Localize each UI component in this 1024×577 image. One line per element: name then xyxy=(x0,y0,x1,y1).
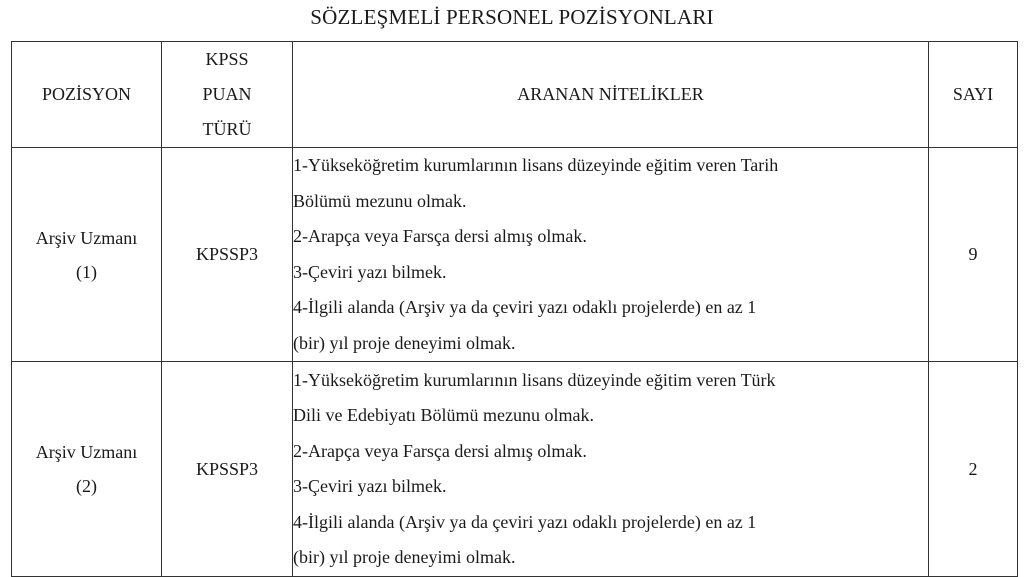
requirement-line: 2-Arapça veya Farsça dersi almış olmak. xyxy=(293,226,587,246)
table-row xyxy=(12,362,1018,577)
requirements-cell xyxy=(293,362,929,577)
header-position: POZİSYON xyxy=(12,42,162,148)
position-code: (1) xyxy=(76,261,97,282)
table-header-row xyxy=(12,42,1018,148)
table-row xyxy=(12,148,1018,362)
header-kpss-line: TÜRÜ xyxy=(202,119,252,139)
header-kpss-line: PUAN xyxy=(202,84,252,104)
kpss-cell: KPSSP3 xyxy=(162,148,293,362)
requirement-line: 3-Çeviri yazı bilmek. xyxy=(293,476,447,496)
requirement-line: 2-Arapça veya Farsça dersi almış olmak. xyxy=(293,440,587,461)
requirement-line: (bir) yıl proje deneyimi olmak. xyxy=(293,332,516,353)
positions-table xyxy=(11,41,1018,577)
requirement-line: 4-İlgili alanda (Arşiv ya da çeviri yazı odaklı projelerde) en az 1 xyxy=(293,297,757,317)
requirement-line: 1-Yükseköğretim kurumlarının lisans düzeyinde eğitim veren Tarih xyxy=(293,155,779,175)
requirement-line: 3-Çeviri yazı bilmek. xyxy=(293,261,447,282)
header-kpss-line: KPSS xyxy=(205,49,249,69)
requirement-line: (bir) yıl proje deneyimi olmak. xyxy=(293,547,516,567)
header-qualifications: ARANAN NİTELİKLER xyxy=(293,42,929,148)
position-code: (2) xyxy=(76,476,97,496)
requirement-line: 4-İlgili alanda (Arşiv ya da çeviri yazı odaklı projelerde) en az 1 xyxy=(293,511,757,532)
header-count: SAYI xyxy=(929,42,1018,148)
kpss-cell: KPSSP3 xyxy=(162,362,293,577)
position-name: Arşiv Uzmanı xyxy=(35,227,138,248)
requirement-line: Bölümü mezunu olmak. xyxy=(293,190,467,211)
count-cell: 9 xyxy=(929,148,1018,362)
requirement-line: Dili ve Edebiyatı Bölümü mezunu olmak. xyxy=(293,405,594,425)
requirements-cell xyxy=(293,148,929,362)
position-name: Arşiv Uzmanı xyxy=(35,442,138,462)
count-cell: 2 xyxy=(929,362,1018,577)
header-kpss-score-type xyxy=(162,42,293,148)
position-cell xyxy=(12,148,162,362)
page-title: SÖZLEŞMELİ PERSONEL POZİSYONLARI xyxy=(310,5,714,29)
requirement-line: 1-Yükseköğretim kurumlarının lisans düzeyinde eğitim veren Türk xyxy=(293,369,776,390)
position-cell xyxy=(12,362,162,577)
